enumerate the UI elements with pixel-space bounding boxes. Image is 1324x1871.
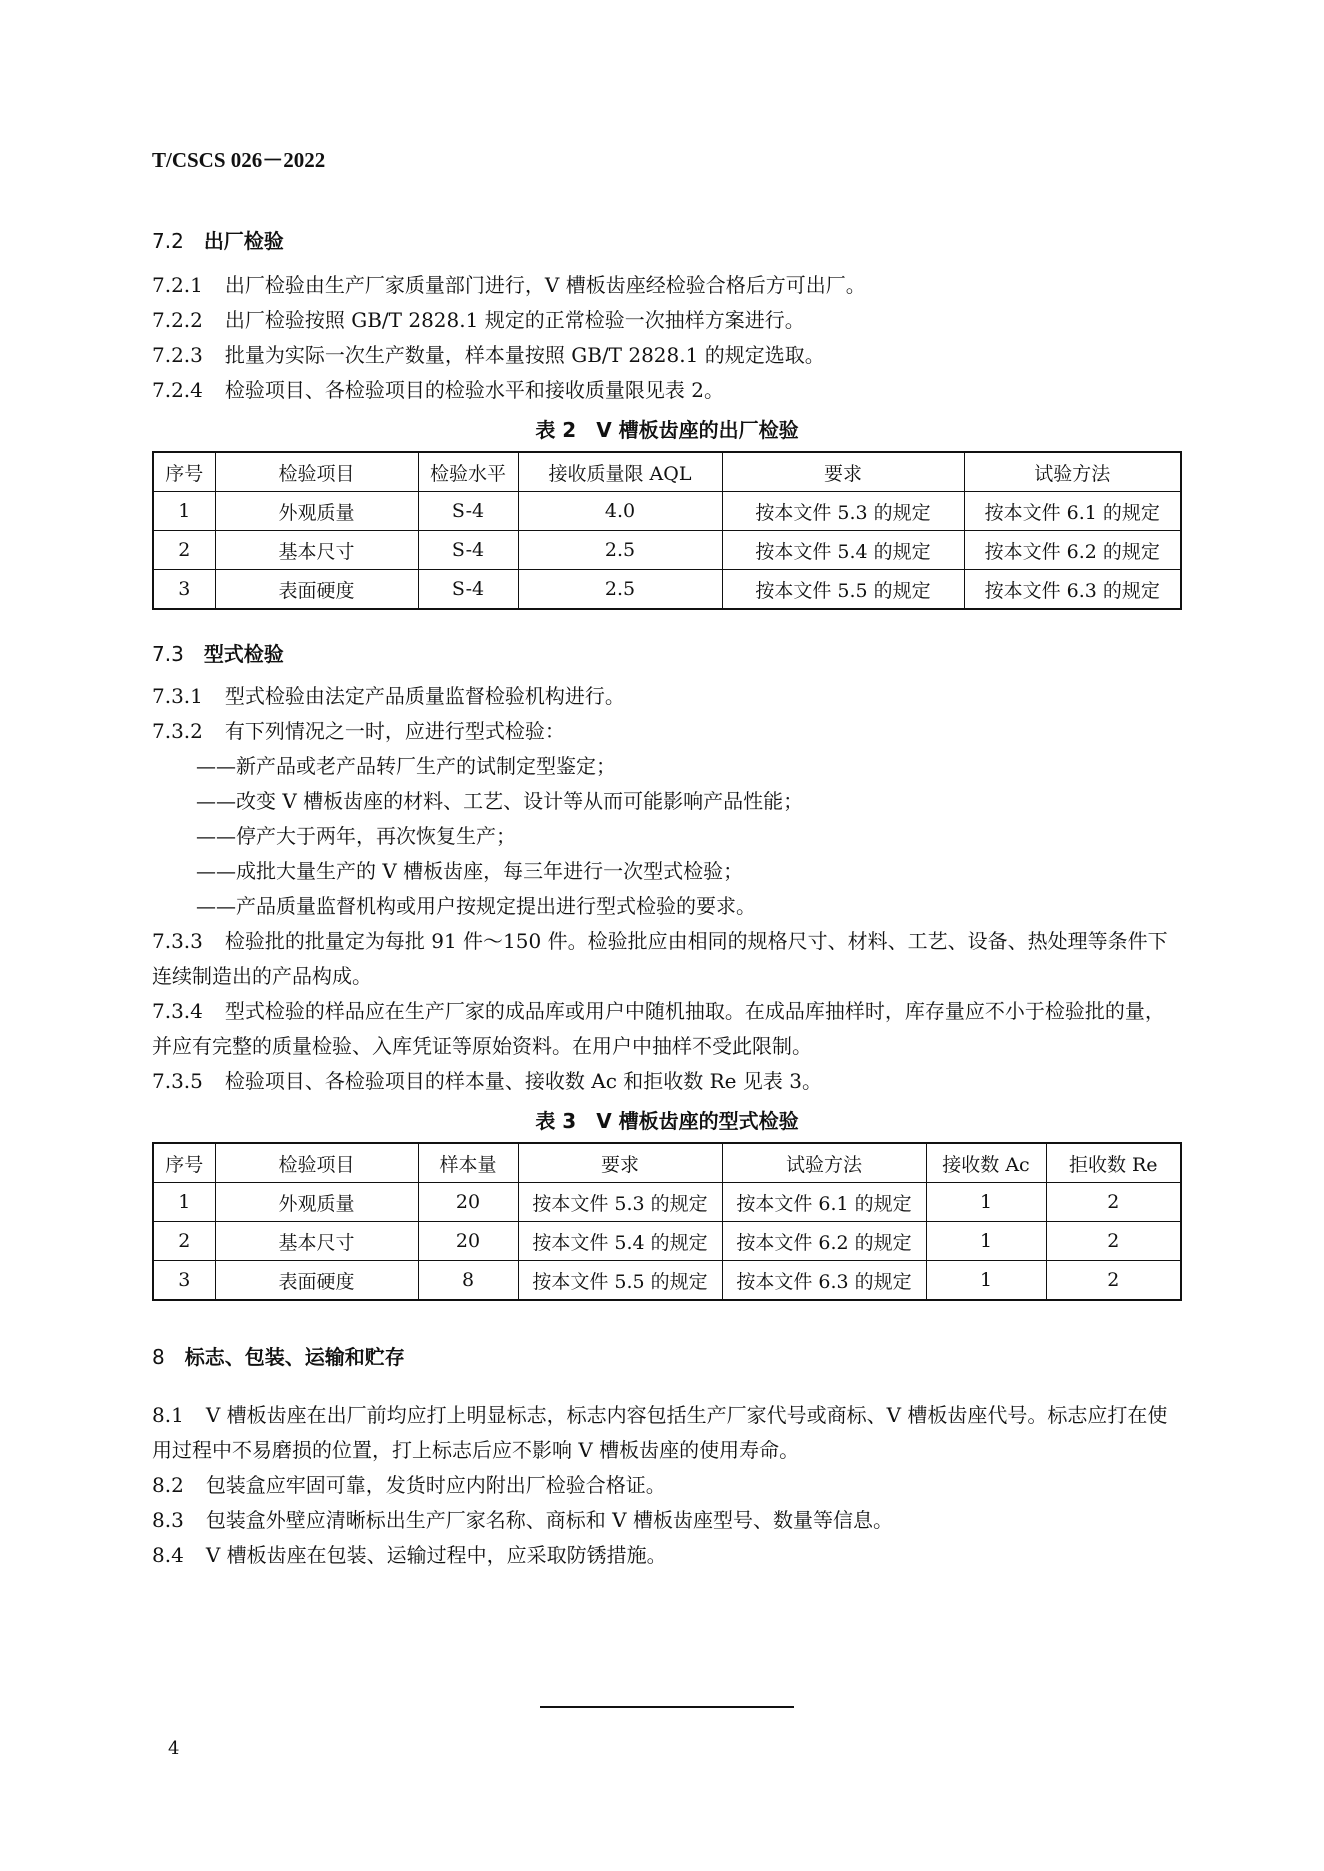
table-cell: 基本尺寸 [215,1222,418,1261]
table-cell: 按本文件 5.3 的规定 [722,492,964,531]
table-cell: 8 [418,1261,518,1301]
clause-8-2 [152,1468,1182,1503]
list-item: ——产品质量监督机构或用户按规定提出进行型式检验的要求。 [196,894,756,918]
clause-7-3-5 [152,1064,1182,1099]
header-cell: 试验方法 [964,452,1181,492]
table-row [153,570,1181,610]
clause-7-3-3 [152,924,1182,994]
table-cell: 按本文件 6.2 的规定 [722,1222,926,1261]
section-title: 型式检验 [203,642,284,666]
header-cell: 序号 [153,452,215,492]
section-title: 出厂检验 [203,229,284,253]
clause-7-2-4 [152,373,1182,408]
table-cell: 2.5 [518,531,722,570]
table-cell: 按本文件 5.5 的规定 [518,1261,722,1301]
table-header-row [153,1143,1181,1183]
clause-8-4 [152,1538,1182,1573]
table-cell: 按本文件 6.3 的规定 [964,570,1181,610]
clause-text: 包装盒应牢固可靠，发货时应内附出厂检验合格证。 [205,1473,666,1497]
clause-text: 检验项目、各检验项目的样本量、接收数 Ac 和拒收数 Re 见表 3。 [224,1069,822,1093]
end-rule [540,1706,794,1708]
clause-text: 检验批的批量定为每批 91 件～150 件。检验批应由相同的规格尺寸、材料、工艺、设备、热处理等条件下连续制造出的产品构成。 [152,929,1168,988]
table-header-row [153,452,1181,492]
header-cell: 接收质量限 AQL [518,452,722,492]
table-row [153,531,1181,570]
table-cell: 1 [153,1183,215,1222]
table-cell: 2.5 [518,570,722,610]
table-3-caption: 表 3 V 槽板齿座的型式检验 [535,1109,799,1133]
section-number: 7.2 [152,229,184,253]
table-cell: 2 [1046,1222,1181,1261]
table-cell: 4.0 [518,492,722,531]
table-cell: 按本文件 6.2 的规定 [964,531,1181,570]
table-cell: 3 [153,1261,215,1301]
clause-number: 7.2.4 [152,378,203,402]
list-item: ——新产品或老产品转厂生产的试制定型鉴定； [196,754,616,778]
table-cell: 按本文件 5.5 的规定 [722,570,964,610]
clause-text: V 槽板齿座在出厂前均应打上明显标志，标志内容包括生产厂家代号或商标、V 槽板齿座代号。标志应打在使用过程中不易磨损的位置，打上标志后应不影响 V 槽板齿座的使用寿命。 [152,1403,1168,1462]
table-cell: 按本文件 6.1 的规定 [964,492,1181,531]
section-7-3-heading [152,638,1182,667]
clause-number: 7.3.1 [152,684,203,708]
header-cell: 拒收数 Re [1046,1143,1181,1183]
clause-number: 8.4 [152,1543,184,1567]
section-number: 8 [152,1345,165,1369]
clause-7-3-2 [152,714,1182,749]
table-row [153,1183,1181,1222]
clause-number: 7.3.5 [152,1069,203,1093]
header-cell: 样本量 [418,1143,518,1183]
clause-number: 8.1 [152,1403,184,1427]
clause-7-3-4 [152,994,1182,1064]
clause-number: 7.2.2 [152,308,203,332]
header-cell: 试验方法 [722,1143,926,1183]
table-cell: 外观质量 [215,1183,418,1222]
section-title: 标志、包装、运输和贮存 [184,1345,405,1369]
table-cell: S-4 [418,570,518,610]
clause-7-2-3 [152,338,1182,373]
clause-number: 7.3.4 [152,999,203,1023]
table-cell: 按本文件 5.4 的规定 [722,531,964,570]
table-2-caption: 表 2 V 槽板齿座的出厂检验 [535,418,799,442]
table-cell: 1 [926,1183,1046,1222]
table-cell: 按本文件 5.4 的规定 [518,1222,722,1261]
header-cell: 检验水平 [418,452,518,492]
table-cell: 20 [418,1183,518,1222]
section-number: 7.3 [152,642,184,666]
clause-number: 7.2.3 [152,343,203,367]
clause-text: 出厂检验由生产厂家质量部门进行，V 槽板齿座经检验合格后方可出厂。 [224,273,866,297]
table-2 [152,451,1182,610]
table-cell: 3 [153,570,215,610]
header-cell: 检验项目 [215,452,418,492]
table-cell: 1 [153,492,215,531]
table-cell: 外观质量 [215,492,418,531]
clause-text: 有下列情况之一时，应进行型式检验： [224,719,565,743]
section-8-heading [152,1341,1182,1370]
header-cell: 检验项目 [215,1143,418,1183]
clause-text: 型式检验的样品应在生产厂家的成品库或用户中随机抽取。在成品库抽样时，库存量应不小于检验批的量，并应有完整的质量检验、入库凭证等原始资料。在用户中抽样不受此限制。 [152,999,1165,1058]
header-cell: 序号 [153,1143,215,1183]
header-cell: 要求 [518,1143,722,1183]
list-item: ——成批大量生产的 V 槽板齿座，每三年进行一次型式检验； [196,859,744,883]
table-cell: 2 [1046,1183,1181,1222]
table-cell: 1 [926,1222,1046,1261]
clause-number: 7.3.3 [152,929,203,953]
list-item: ——改变 V 槽板齿座的材料、工艺、设计等从而可能影响产品性能； [196,789,804,813]
table-cell: 按本文件 6.3 的规定 [722,1261,926,1301]
table-cell: 表面硬度 [215,1261,418,1301]
table-row [153,492,1181,531]
clause-number: 8.2 [152,1473,184,1497]
clause-7-2-2 [152,303,1182,338]
header-cell: 要求 [722,452,964,492]
table-cell: 2 [153,1222,215,1261]
standard-code: T/CSCS 026－2022 [152,148,326,172]
table-cell: 2 [1046,1261,1181,1301]
clause-text: 批量为实际一次生产数量，样本量按照 GB/T 2828.1 的规定选取。 [224,343,825,367]
table-row [153,1261,1181,1301]
table-cell: 20 [418,1222,518,1261]
clause-text: 型式检验由法定产品质量监督检验机构进行。 [224,684,625,708]
clause-7-3-1 [152,679,1182,714]
clause-number: 7.3.2 [152,719,203,743]
table-cell: 1 [926,1261,1046,1301]
table-cell: S-4 [418,531,518,570]
clause-8-1 [152,1398,1182,1468]
clause-number: 8.3 [152,1508,184,1532]
table-3 [152,1142,1182,1301]
table-row [153,1222,1181,1261]
clause-number: 7.2.1 [152,273,203,297]
clause-text: 包装盒外壁应清晰标出生产厂家名称、商标和 V 槽板齿座型号、数量等信息。 [205,1508,893,1532]
section-7-2-heading [152,225,1182,254]
table-cell: 按本文件 5.3 的规定 [518,1183,722,1222]
table-cell: 表面硬度 [215,570,418,610]
table-cell: 2 [153,531,215,570]
document-body [152,225,1182,1573]
clause-text: 出厂检验按照 GB/T 2828.1 规定的正常检验一次抽样方案进行。 [224,308,805,332]
page-number: 4 [168,1738,180,1759]
table-cell: S-4 [418,492,518,531]
table-cell: 按本文件 6.1 的规定 [722,1183,926,1222]
clause-text: 检验项目、各检验项目的检验水平和接收质量限见表 2。 [224,378,724,402]
list-item: ——停产大于两年，再次恢复生产； [196,824,516,848]
clause-8-3 [152,1503,1182,1538]
clause-7-2-1 [152,268,1182,303]
clause-text: V 槽板齿座在包装、运输过程中，应采取防锈措施。 [205,1543,667,1567]
header-cell: 接收数 Ac [926,1143,1046,1183]
table-cell: 基本尺寸 [215,531,418,570]
